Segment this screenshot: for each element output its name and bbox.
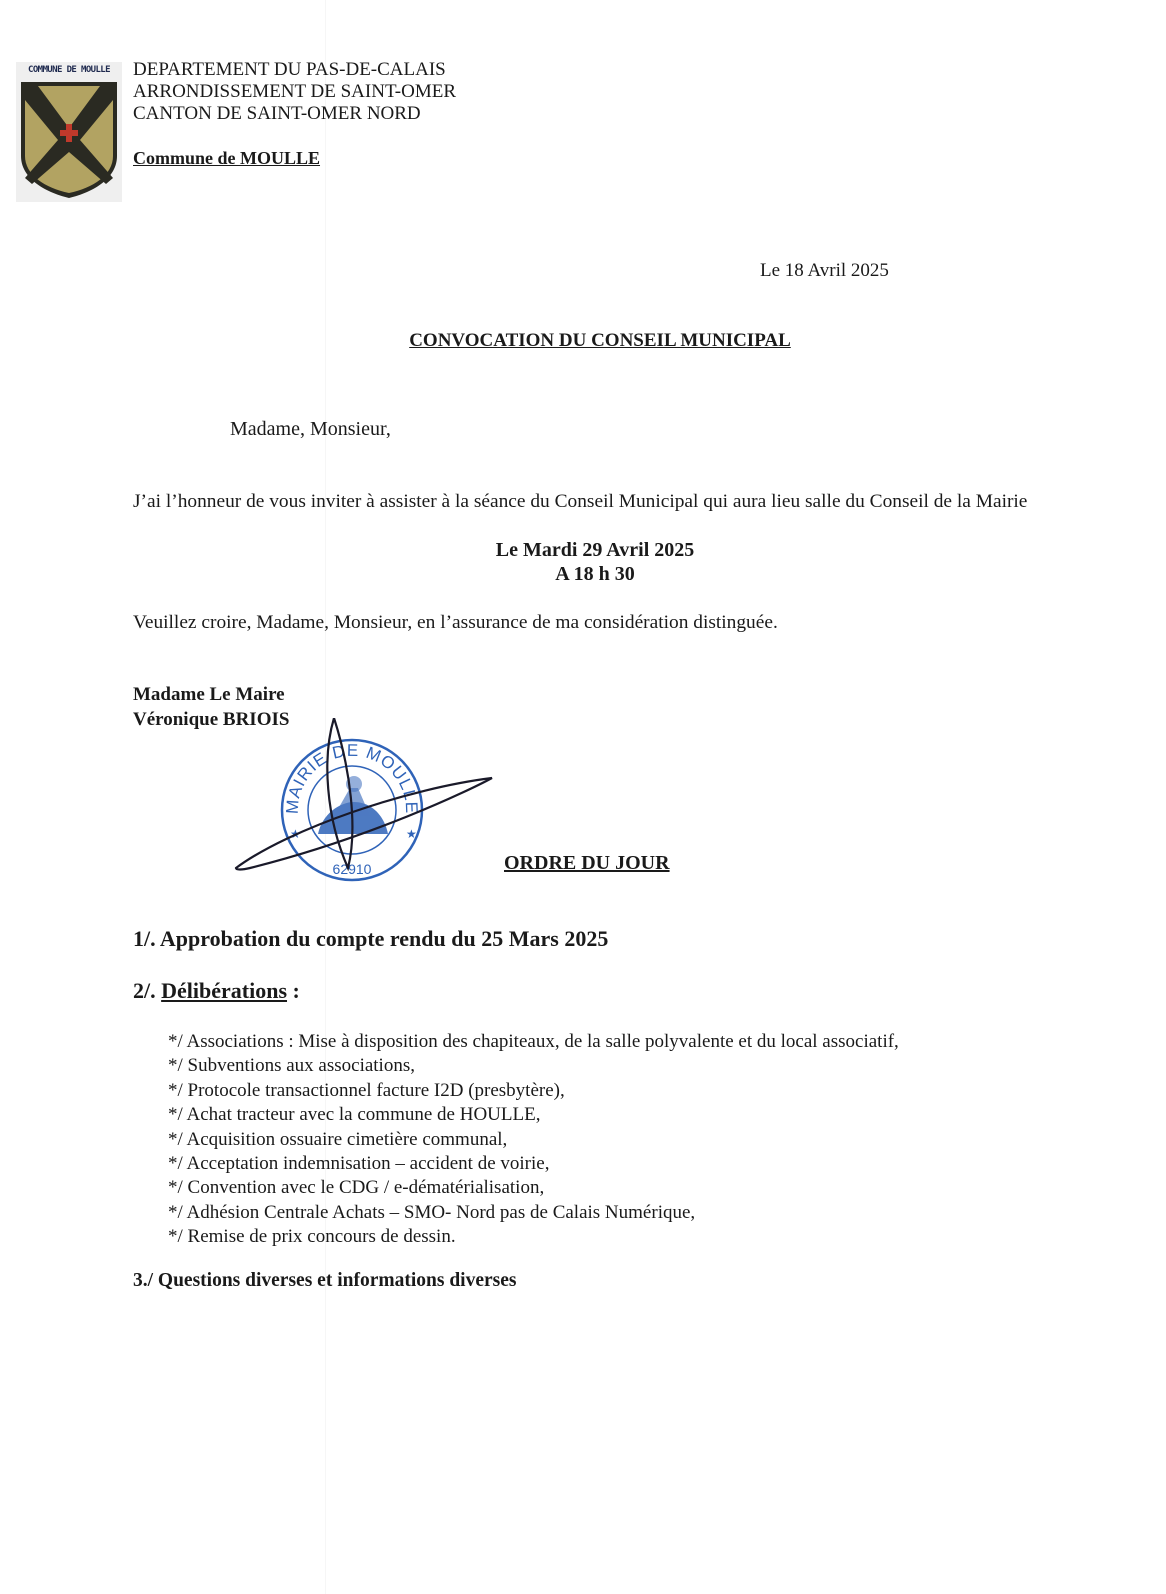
svg-text:★: ★: [406, 827, 417, 841]
meeting-date: Le Mardi 29 Avril 2025: [495, 539, 695, 561]
section-2-suffix: :: [287, 978, 300, 1003]
header-canton: CANTON DE SAINT-OMER NORD: [133, 103, 421, 124]
section-2-title: Délibérations: [161, 978, 288, 1003]
section-2-number: 2/.: [133, 978, 156, 1003]
document-title: CONVOCATION DU CONSEIL MUNICIPAL: [409, 330, 791, 351]
list-item: */ Achat tracteur avec la commune de HOULLE,: [168, 1104, 541, 1126]
list-item: */ Subventions aux associations,: [168, 1055, 415, 1077]
agenda-section-2: [133, 978, 300, 1004]
letter-date: Le 18 Avril 2025: [760, 260, 889, 281]
list-item: */ Convention avec le CDG / e-dématérialisation,: [168, 1177, 545, 1199]
stamp-text: MAIRIE DE MOULLE: [282, 740, 422, 815]
list-item: */ Acquisition ossuaire cimetière communal,: [168, 1128, 508, 1150]
list-item: */ Acceptation indemnisation – accident de voirie,: [168, 1153, 550, 1175]
agenda-section-3: 3./ Questions diverses et informations diverses: [133, 1270, 517, 1291]
signatory-title: Madame Le Maire: [133, 684, 285, 705]
mairie-stamp: [230, 718, 510, 888]
list-item: */ Remise de prix concours de dessin.: [168, 1226, 456, 1248]
header-department: DEPARTEMENT DU PAS-DE-CALAIS: [133, 59, 446, 80]
stamp-postcode: 62910: [332, 861, 372, 877]
deliberations-list: [168, 1030, 899, 1250]
meeting-time: A 18 h 30: [555, 563, 635, 585]
commune-name: Commune de MOULLE: [133, 148, 321, 168]
header-arrondissement: ARRONDISSEMENT DE SAINT-OMER: [133, 81, 457, 102]
agenda-heading: ORDRE DU JOUR: [504, 852, 670, 874]
shield-icon: [16, 78, 122, 200]
agenda-section-1: 1/. Approbation du compte rendu du 25 Mars 2025: [133, 926, 609, 951]
commune-crest: [16, 62, 122, 202]
list-item: */ Protocole transactionnel facture I2D (presbytère),: [168, 1079, 565, 1101]
invitation-paragraph: J’ai l’honneur de vous inviter à assister à la séance du Conseil Municipal qui aura lieu salle du Conseil de la Mairie: [133, 491, 1028, 512]
salutation: Madame, Monsieur,: [230, 418, 391, 440]
crest-banner: COMMUNE DE MOULLE: [28, 65, 110, 75]
signatory-name: Véronique BRIOIS: [133, 709, 290, 730]
svg-text:★: ★: [290, 827, 301, 841]
list-item: */ Associations : Mise à disposition des chapiteaux, de la salle polyvalente et du local associatif,: [168, 1031, 899, 1052]
closing-formula: Veuillez croire, Madame, Monsieur, en l’assurance de ma considération distinguée.: [133, 612, 778, 633]
list-item: */ Adhésion Centrale Achats – SMO- Nord pas de Calais Numérique,: [168, 1201, 696, 1223]
